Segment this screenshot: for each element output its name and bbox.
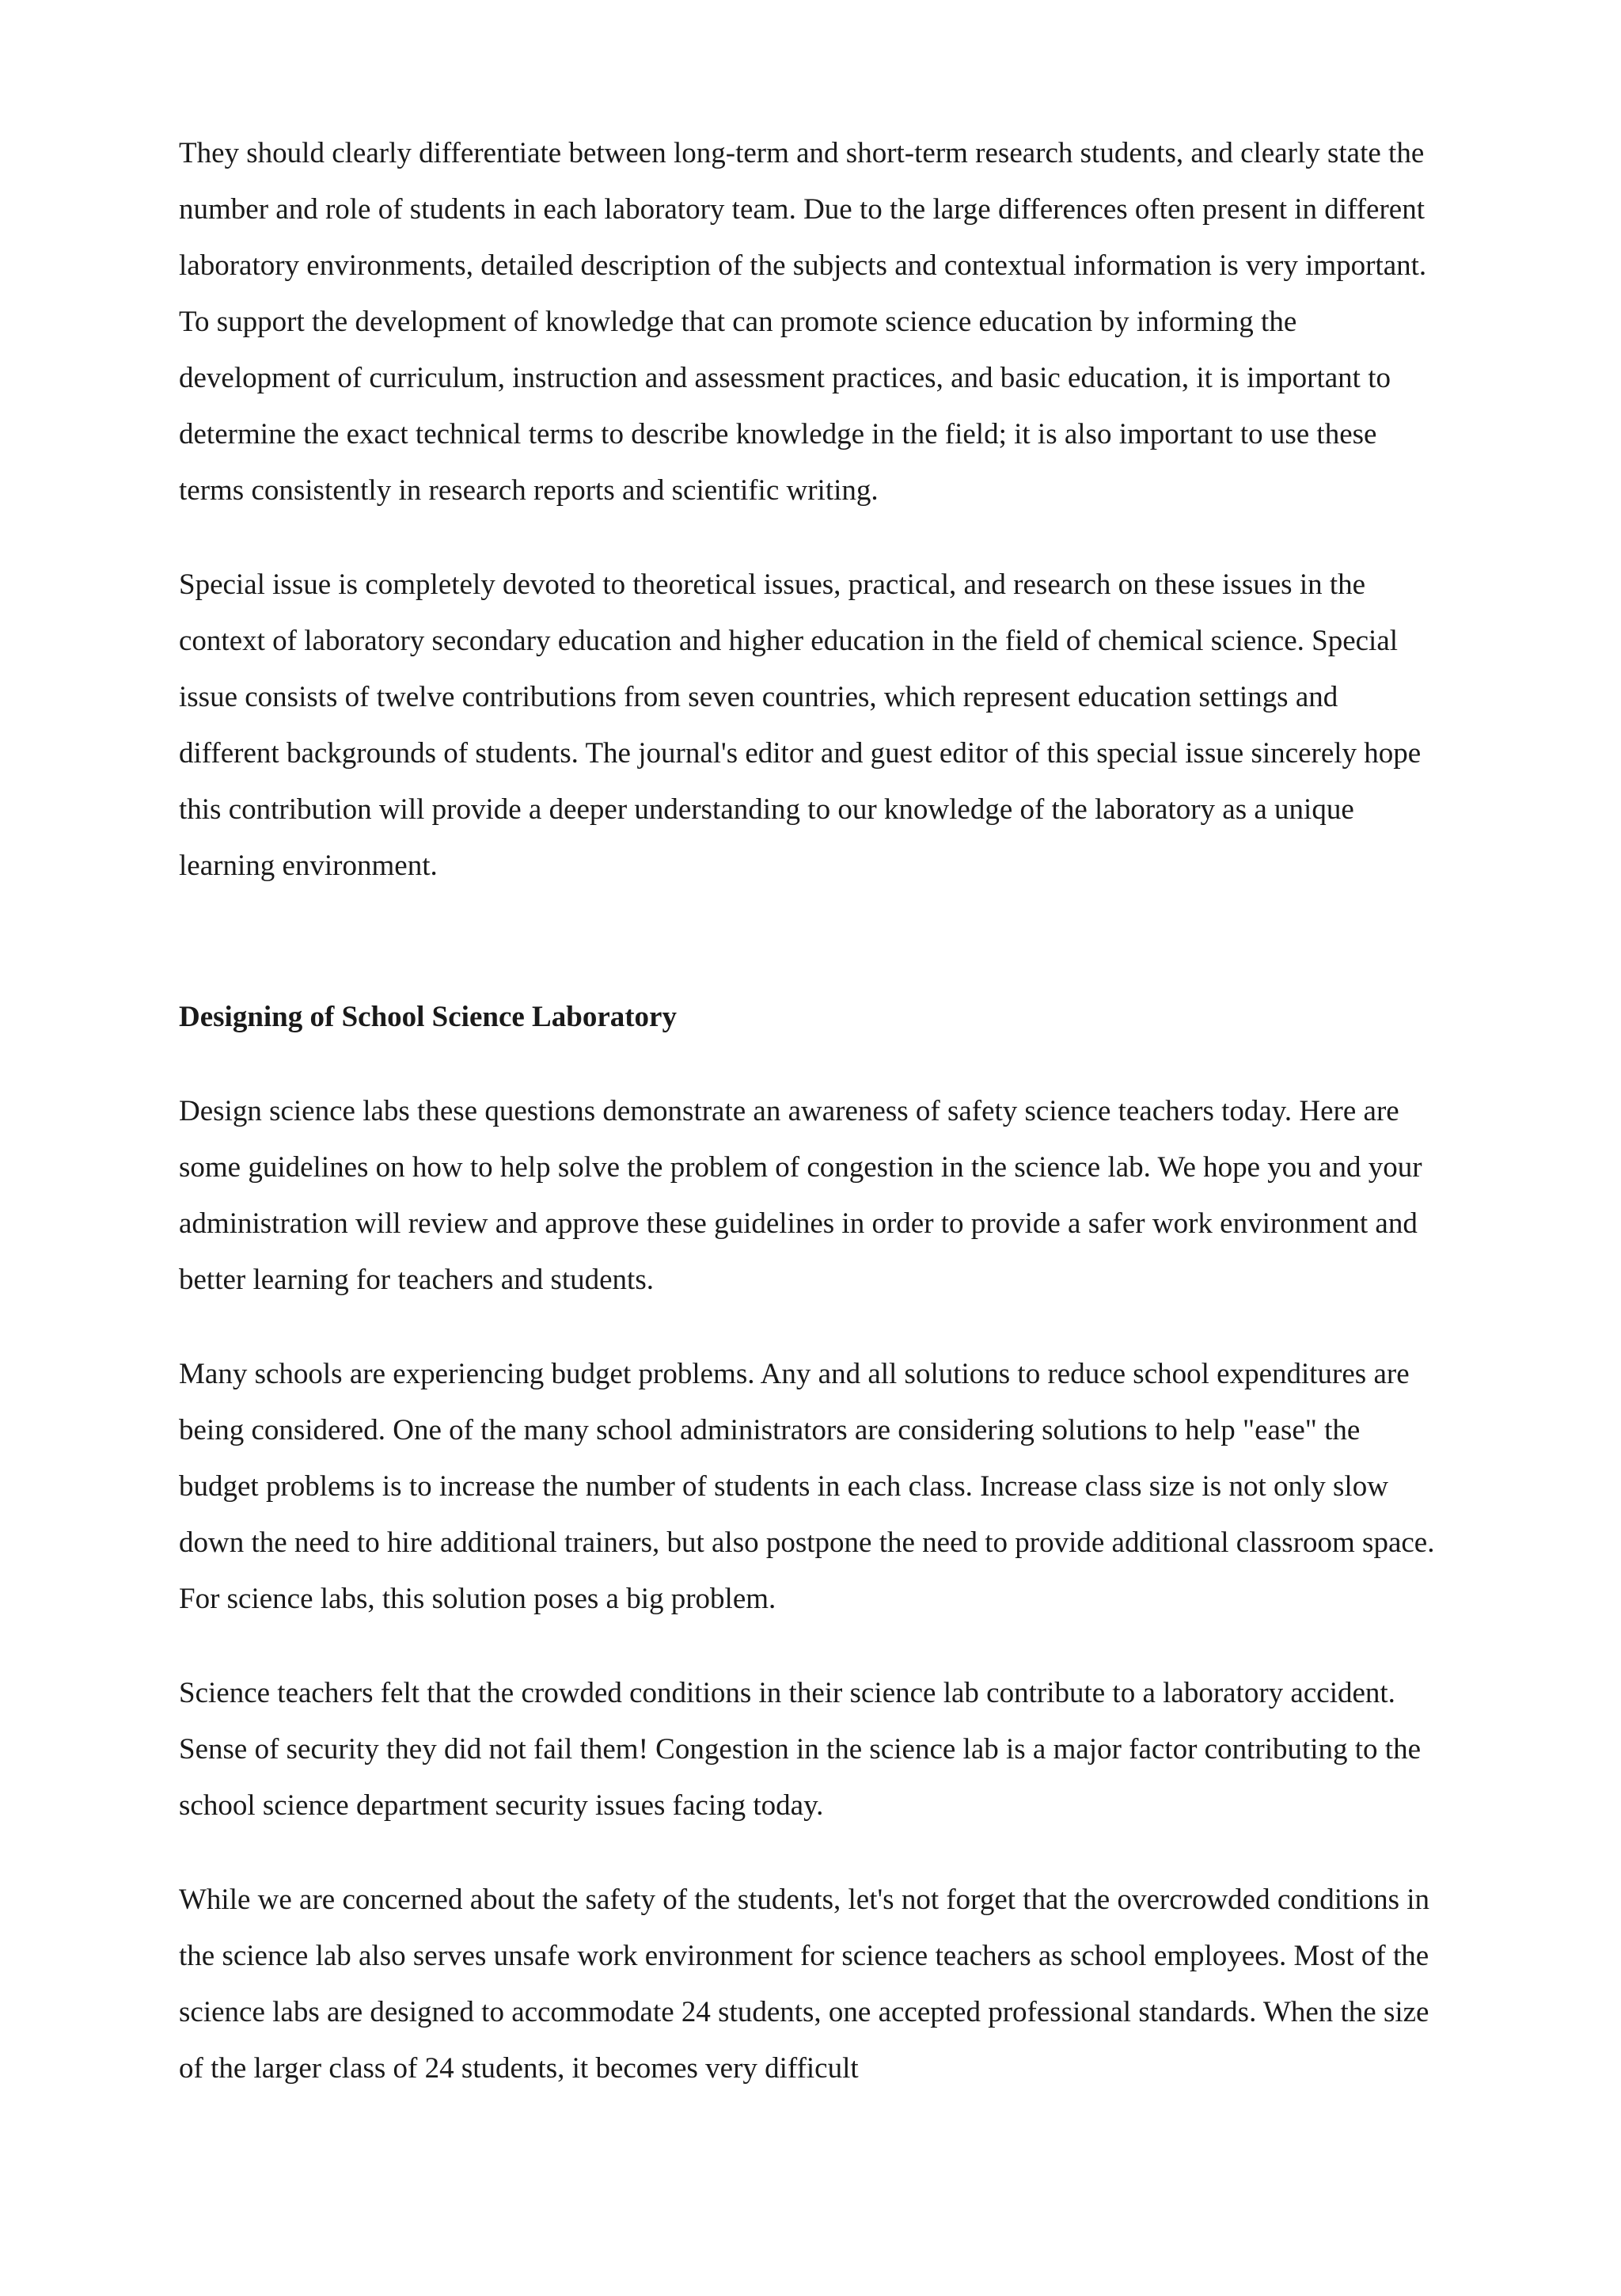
paragraph-design-guidelines: Design science labs these questions demonstrate an awareness of safety science teachers today. Here are some guidelines on how to help solve the problem of congestion in the science lab. We hope you and your administration will review and approve these guidelines in order to provide a safer work environment and better learning for teachers and students.: [179, 1095, 1422, 1296]
paragraph-special-issue: Special issue is completely devoted to theoretical issues, practical, and research on these issues in the context of laboratory secondary education and higher education in the field of chemical science. Special issue consists of twelve contributions from seven countries, which represent education settings and different backgrounds of students. The journal's editor and guest editor of this special issue sincerely hope this contribution will provide a deeper understanding to our knowledge of the laboratory as a unique learning environment.: [179, 568, 1422, 882]
document-body: [179, 125, 1445, 2134]
paragraph-budget-problems: Many schools are experiencing budget problems. Any and all solutions to reduce school expenditures are being considered. One of the many school administrators are considering solutions to help "ease" the budget problems is to increase the number of students in each class. Increase class size is not only slow down the need to hire additional trainers, but also postpone the need to provide additional classroom space. For science labs, this solution poses a big problem.: [179, 1358, 1435, 1615]
paragraph-lab-research-reporting: They should clearly differentiate between long-term and short-term research students, and clearly state the number and role of students in each laboratory team. Due to the large differences often present in different laboratory environments, detailed description of the subjects and contextual information is very important. To support the development of knowledge that can promote science education by informing the development of curriculum, instruction and assessment practices, and basic education, it is important to determine the exact technical terms to describe knowledge in the field; it is also important to use these terms consistently in research reports and scientific writing.: [179, 137, 1427, 507]
paragraph-crowded-conditions: Science teachers felt that the crowded conditions in their science lab contribute to a laboratory accident. Sense of security they did not fail them! Congestion in the science lab is a major factor contributing to the school science department security issues facing today.: [179, 1677, 1422, 1822]
paragraph-teacher-safety: While we are concerned about the safety of the students, let's not forget that the overcrowded conditions in the science lab also serves unsafe work environment for science teachers as school employees. Most of the science labs are designed to accommodate 24 students, one accepted professional standards. When the size of the larger class of 24 students, it becomes very difficult: [179, 1884, 1430, 2085]
section-heading: Designing of School Science Laboratory: [179, 1001, 677, 1033]
